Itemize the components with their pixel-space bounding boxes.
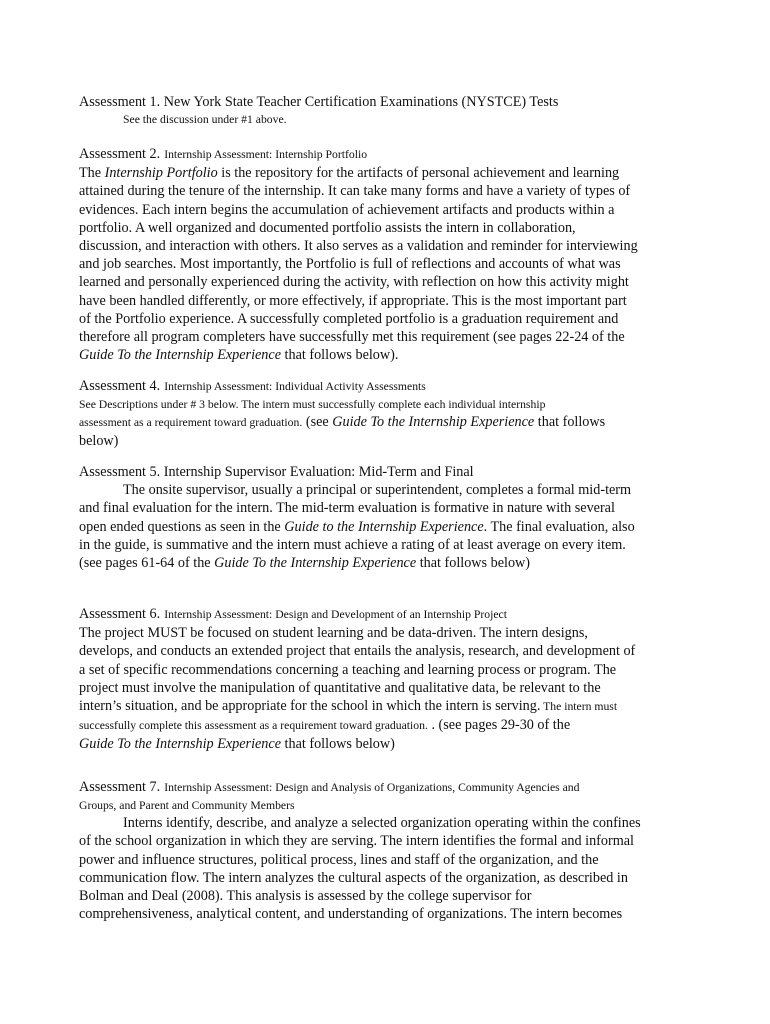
assessment-7-line-3: power and influence structures, political process, lines and staff of the organization, and the <box>79 851 599 868</box>
assessment-2-line-4: portfolio. A well organized and documented portfolio assists the intern in collaboration, <box>79 219 576 236</box>
assessment-6-section <box>79 605 679 754</box>
assessment-6-line-2: develops, and conducts an extended project that entails the analysis, research, and development of <box>79 643 636 660</box>
assessment-6-line-6 <box>79 716 679 735</box>
assessment-2-title: Internship Assessment: Internship Portfolio <box>164 148 368 161</box>
assessment-5-line-4: in the guide, is summative and the intern must achieve a rating of at least average on every item. <box>79 536 626 553</box>
assessment-7-label: Assessment 7. <box>79 779 161 795</box>
assessment-2-line-10: therefore all program completers have successfully met this requirement (see pages 22-24 of the <box>79 329 625 346</box>
text-run: successfully complete this assessment as a requirement toward graduation. <box>79 719 428 733</box>
guide-reference: Guide To the Internship Experience <box>214 555 417 572</box>
assessment-6-title: Internship Assessment: Design and Development of an Internship Project <box>164 608 507 621</box>
assessment-6-line-1: The project MUST be focused on student learning and be data-driven. The intern designs, <box>79 625 588 642</box>
text-run: assessment as a requirement toward graduation. <box>79 416 303 430</box>
assessment-7-line-6: comprehensiveness, analytical content, and understanding of organizations. The intern becomes <box>79 906 623 923</box>
assessment-6-line-3: a set of specific recommendations concerning a teaching and learning process or program. The <box>79 661 617 678</box>
text-run: open ended questions as seen in the <box>79 518 285 535</box>
text-run: The intern must <box>540 700 618 714</box>
assessment-4-line-3: below) <box>79 433 119 450</box>
assessment-1-note: See the discussion under #1 above. <box>123 113 287 127</box>
assessment-2-line-8: have been handled differently, or more effectively, if appropriate. This is the most important part <box>79 292 627 309</box>
guide-reference: Guide To the Internship Experience <box>332 414 535 431</box>
assessment-4-label: Assessment 4. <box>79 378 161 394</box>
text-run: intern’s situation, and be appropriate for the school in which the intern is serving. <box>79 698 541 715</box>
assessment-2-line-1 <box>79 164 679 182</box>
guide-reference: Guide to the Internship Experience <box>284 518 484 535</box>
assessment-2-section <box>79 145 679 364</box>
assessment-6-line-4: project must involve the manipulation of quantitative and qualitative data, be relevant to the <box>79 679 601 696</box>
assessment-2-line-9: of the Portfolio experience. A successfully completed portfolio is a graduation requirement and <box>79 310 619 327</box>
assessment-4-section <box>79 377 679 451</box>
assessment-7-line-1: Interns identify, describe, and analyze a selected organization operating within the confines <box>123 815 641 832</box>
guide-reference: Guide To the Internship Experience <box>79 736 281 753</box>
assessment-7-line-4: communication flow. The intern analyzes the cultural aspects of the organization, as described in <box>79 869 628 886</box>
assessment-1-section <box>79 93 679 128</box>
text-run: that follows below) <box>416 555 531 572</box>
italic-term: Internship Portfolio <box>104 165 218 182</box>
assessment-2-label: Assessment 2. <box>79 146 161 162</box>
assessment-2-line-11 <box>79 346 679 364</box>
text-run: (see pages 61-64 of the <box>79 555 215 572</box>
text-run: that follows below) <box>281 736 395 753</box>
assessment-2-line-6: and job searches. Most importantly, the Portfolio is full of reflections and accounts of what was <box>79 256 621 273</box>
assessment-5-line-1: The onsite supervisor, usually a principal or superintendent, completes a formal mid-term <box>123 482 632 499</box>
assessment-6-line-7 <box>79 735 679 753</box>
assessment-1-heading: Assessment 1. New York State Teacher Certification Examinations (NYSTCE) Tests <box>79 94 559 110</box>
assessment-7-section <box>79 778 679 923</box>
text-run: The <box>79 165 105 182</box>
assessment-7-line-2: of the school organization in which they are serving. The intern identifies the formal and informal <box>79 833 634 850</box>
assessment-4-line-2 <box>79 413 679 432</box>
text-run: that follows <box>534 414 606 431</box>
assessment-6-line-5 <box>79 697 679 716</box>
assessment-2-line-2: attained during the tenure of the internship. It can take many forms and have a variety of types of <box>79 183 631 200</box>
assessment-5-section <box>79 463 679 572</box>
text-run: . The final evaluation, also <box>483 518 635 535</box>
text-run: that follows below). <box>281 347 399 364</box>
assessment-5-heading: Assessment 5. Internship Supervisor Evaluation: Mid-Term and Final <box>79 464 474 480</box>
assessment-2-line-3: evidences. Each intern begins the accumulation of achievement artifacts and products within a <box>79 201 615 218</box>
assessment-5-line-5 <box>79 554 679 572</box>
assessment-4-title: Internship Assessment: Individual Activity Assessments <box>164 380 426 393</box>
assessment-5-line-3 <box>79 518 679 536</box>
assessment-7-title: Internship Assessment: Design and Analysis of Organizations, Community Agencies and <box>164 781 580 794</box>
text-run: (see <box>302 414 333 431</box>
assessment-5-line-2: and final evaluation for the intern. The mid-term evaluation is formative in nature with several <box>79 500 615 517</box>
assessment-4-line-1: See Descriptions under # 3 below. The intern must successfully complete each individual internship <box>79 398 546 412</box>
guide-reference: Guide To the Internship Experience <box>79 347 281 364</box>
assessment-2-heading <box>79 145 679 164</box>
assessment-7-line-5: Bolman and Deal (2008). This analysis is assessed by the college supervisor for <box>79 888 532 905</box>
assessment-7-title-line-2: Groups, and Parent and Community Members <box>79 799 295 813</box>
text-run: is the repository for the artifacts of personal achievement and learning <box>217 165 620 182</box>
text-run: . (see pages 29-30 of the <box>427 717 571 734</box>
assessment-2-line-7: learned and personally experienced during the activity, with reflection on how this activity might <box>79 274 629 291</box>
assessment-7-heading <box>79 778 679 797</box>
assessment-6-label: Assessment 6. <box>79 606 161 622</box>
assessment-4-heading <box>79 377 679 396</box>
assessment-6-heading <box>79 605 679 624</box>
assessment-2-line-5: discussion, and interaction with others. It also serves as a validation and reminder for interviewing <box>79 238 638 255</box>
